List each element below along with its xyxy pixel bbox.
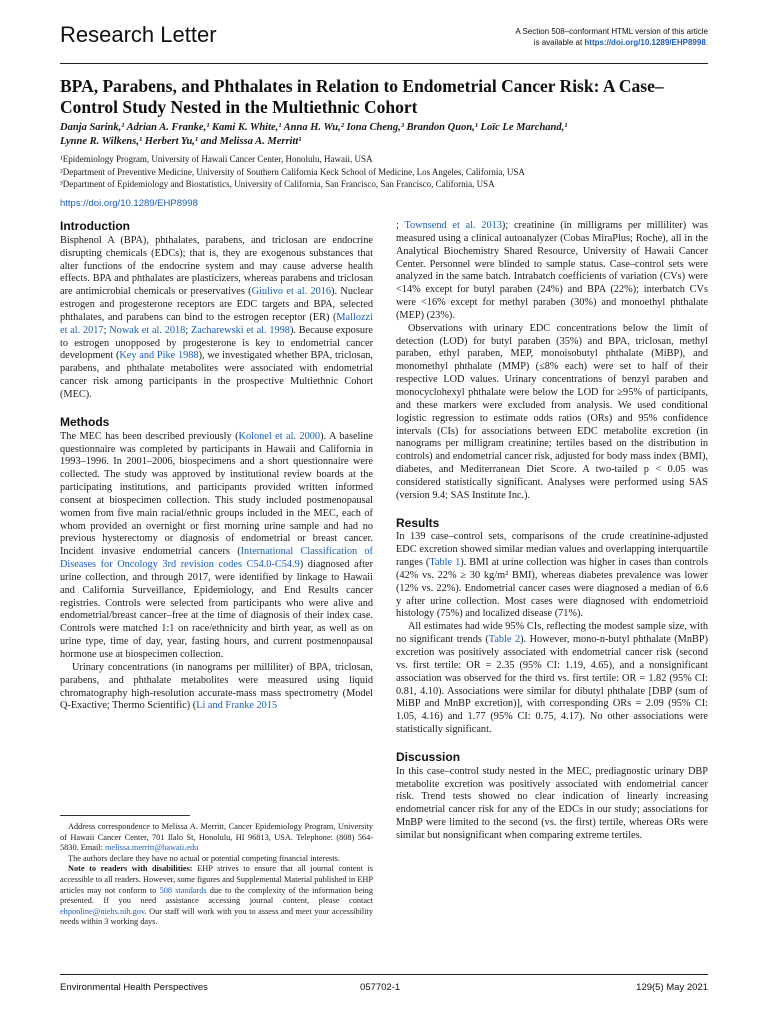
journal-name: Environmental Health Perspectives [60,982,208,993]
methods-heading: Methods [60,414,110,429]
text: ; [185,324,191,336]
note-prefix: is available at [533,38,585,47]
ref-link[interactable]: Zacharewski et al. 1998 [190,324,290,336]
icd-link[interactable]: International Classification of Diseases for Oncology 3rd revision codes C54.0-C54.9 [60,546,373,571]
standards-link[interactable]: 508 standards [159,885,207,895]
text: ). However, mono-n-butyl phthalate (MnBP) excretion was positively associated with endometrial cancer risk (second vs. first tertile: OR = 2.35 (95% CI: 1.19, 4.65), and a nonsignificant association was observed for the third vs. first tertile: OR = 1.82 (95% CI: 0.81, 4.10). Associations were similar for dibutyl phthalate [DBP (sum of MiBP and MnBP excretion)], with corresponding ORs = 2.09 (95% CI: 1.05, 4.16) and 1.77 (95% CI: 0.75, 4.17). No other associations were statistically significant. [396,634,709,736]
footer-divider [60,974,708,975]
ref-link[interactable]: Li and Franke 2015 [196,700,278,712]
html-version-note-line2 [515,37,708,48]
text: Address correspondence to Melissa A. Merritt, Cancer Epidemiology Program, University of Hawaii Cancer Center, 701 Ilalo St, Honolulu, HI 96813, USA. Telephone: (808) 564-5830. Email: [60,822,373,853]
results-paragraph-2 [396,621,708,737]
ref-link[interactable]: Townsend et al. 2013 [404,220,502,231]
ref-link[interactable]: Kolonel et al. 2000 [238,430,321,442]
doi-link[interactable]: https://doi.org/10.1289/EHP8998 [60,198,198,209]
results-heading: Results [396,515,440,530]
section-label: Research Letter [60,22,217,47]
text: The MEC has been described previously ( [60,430,239,442]
html-version-note-line1: A Section 508–conformant HTML version of this article [515,27,708,36]
left-column [60,220,373,713]
article-html-link[interactable]: https://doi.org/10.1289/EHP8998 [584,38,706,47]
text: ; [396,220,405,231]
ref-link[interactable]: Giulivo et al. 2016 [251,286,332,298]
authors-line-2: Lynne R. Wilkens,¹ Herbert Yu,¹ and Melissa A. Merritt¹ [60,136,302,147]
author-list [60,121,710,149]
contact-email-link[interactable]: ehponline@niehs.nih.gov [60,906,145,916]
ref-link[interactable]: Mallozzi et al. 2017 [60,311,373,336]
text: Urinary concentrations (in nanograms per milliliter) of BPA, triclosan, parabens, and phthalate metabolites were measured using liquid chromatography high-resolution accurate-mass mass spectrometry (Model Q-Exactive; Thermo Scientific) ( [60,661,373,712]
text: . Our staff will work with you to assess and meet your accessibility needs within 3 working days. [60,906,373,927]
text: ); creatinine (in milligrams per milliliter) was measured using a clinical autoanalyzer (Cobas MiraPlus; Roche), all in the Analytical Biochemistry Shared Resource, University of Hawaii Cancer Center. Personnel were blinded to sample status. Case–control sets were analyzed in the same batch. Intrabatch coefficients of variation (CVs) were <14% except for butyl paraben (24%) and BPA (22%); interbatch CVs were <16% except for methyl paraben (30%) and monoethyl phthalate (MEP) (23%). [396,220,709,321]
footnote-divider [60,815,190,816]
affiliation-2: ²Department of Preventive Medicine, University of Southern California Keck School of Medicine, Los Angeles, California, USA [60,166,525,177]
ref-link[interactable]: Nowak et al. 2018 [109,324,186,336]
methods-paragraph-1 [60,431,373,662]
table-link[interactable]: Table 2 [488,634,521,646]
html-version-note [515,26,708,48]
discussion-paragraph: In this case–control study nested in the MEC, prediagnostic urinary DBP metabolite excretion was positively associated with endometrial cancer risk. Trend tests showed no clear indication of linearly increasing endometrial cancer risk for any of the EDCs in our study; associations for MnBP were limited to the second (vs. the first) tertile, whereas ORs were similar but nonsignificant when comparing extreme tertiles. [396,765,708,841]
header-divider [60,63,708,64]
text: ), we investigated whether BPA, triclosan, parabens, and phthalate metabolites were associated with endometrial cancer risk among participants in the prospective Multiethnic Cohort (MEC). [60,350,373,400]
email-link[interactable]: melissa.merritt@hawaii.edu [104,843,199,853]
text: All estimates had wide 95% CIs, reflecting the modest sample size, with no significant trends ( [396,621,708,646]
affiliations [60,153,710,191]
footnotes [60,822,373,928]
accessibility-note [60,864,373,928]
introduction-paragraph [60,235,373,402]
ref-link[interactable]: Key and Pike 1988 [119,350,199,362]
text: In 139 case–control sets, comparisons of the crude creatinine-adjusted EDC excretion showed similar median values and overlapping interquartile ranges ( [396,531,708,569]
right-column [396,220,708,843]
article-title: BPA, Parabens, and Phthalates in Relation to Endometrial Cancer Risk: A Case–Control Study Nested in the Multiethnic Cohort [60,76,664,117]
issue-info: 129(5) May 2021 [636,982,708,993]
results-paragraph-1 [396,531,708,621]
text: ; [103,324,110,336]
text: ). Because exposure to estrogen unopposed by progesterone is key to endometrial cancer development ( [60,324,373,362]
methods-paragraph-2-cont [396,220,708,323]
note-suffix: . [705,38,708,47]
text: ) diagnosed after urine collection, and through 2017, were identified by linkage to Hawaii and California Surveillance, Epidemiology, and End Results cancer registries. Controls were selected from participants who were alive and endometrial/breast cancer–free at the time of diagnosis of their index case. Controls were matched 1:1 on race/ethnicity and birth year, as well as on urine type, time of day, year, fasting hours, and current postmenopausal hormone use at biospecimen collection. [60,559,374,660]
affiliation-1: ¹Epidemiology Program, University of Hawaii Cancer Center, Honolulu, Hawaii, USA [60,154,373,164]
text: due to the complexity of the information being presented. If you need assistance accessing journal content, please contact [60,885,373,906]
authors-line-1: Danja Sarink,¹ Adrian A. Franke,¹ Kami K. White,¹ Anna H. Wu,² Iona Cheng,³ Brandon Quon,¹ Loïc Le Marchand,¹ [60,122,568,133]
text: ). Nuclear estrogen and progesterone receptors are EDC targets and BPA, selected phthalates, and parabens can bind to the estrogen receptor (ER) ( [60,286,373,323]
affiliation-3: ³Department of Epidemiology and Biostatistics, University of California, San Francisco, San Francisco, California, USA [60,179,495,189]
methods-paragraph-3: Observations with urinary EDC concentrations below the limit of detection (LOD) for butyl paraben (35%) and BPA, triclosan, methyl paraben, ethyl paraben, MEP, monoisobutyl phthalate (MiBP), and monomethyl phthalate (MMP) (≤8% each) were set to half of their respective LOD values. Urinary concentrations of benzyl paraben and monocyclohexyl phthalate were below the LOD for ≥95% of participants, and these markers were excluded from analysis. We used conditional logistic regression to estimate odds ratios (ORs) and 95% confidence intervals (CIs) for associations between EDC metabolite excretion (in nanograms per milligram creatinine; tertiles based on the distribution in controls) and endometrial cancer risk, adjusted for body mass index (BMI), diabetes, and Mediterranean Diet Score. A two-tailed p < 0.05 was considered statistically significant. Analyses were performed using SAS (version 9.4; SAS Institute Inc.). [396,322,708,501]
text: ). A baseline questionnaire was completed by participants in Hawaii and California in 1993–1996. In 2001–2006, biospecimens and a short questionnaire were collected. The study was approved by institutional review boards at the participating institutions, and participants provided written informed consent at biospecimen collection. This study included postmenopausal women from five main racial/ethnic groups included in the MEC, each of whom provided an overnight or first morning urine sample and had no previous hysterectomy or diagnosis of endometrial or breast cancer. Incident invasive endometrial cancers ( [60,430,373,558]
text: Bisphenol A (BPA), phthalates, parabens, and triclosan are endocrine disrupting chemicals (EDCs); that is, they are exogenous substances that alter functions of the endocrine system and may cause adverse health effects. BPA and phthalates are plasticizers, whereas parabens and triclosan are antimicrobial chemicals or preservatives ( [60,234,373,298]
accessibility-label: Note to readers with disabilities: [68,864,193,874]
introduction-heading: Introduction [60,219,130,233]
text: ). BMI at urine collection was higher in cases than controls (42% vs. 22% ≥ 30 kg/m² BMI), whereas diabetes prevalence was lower (12% vs. 22%). Endometrial cancer cases were diagnosed a median of 6.6 y after urine collection. Most cases were diagnosed with endometrioid histology (75%) and localized disease (71%). [396,557,708,620]
discussion-heading: Discussion [396,749,461,764]
correspondence-note [60,822,373,854]
conflict-note: The authors declare they have no actual or potential competing financial interests. [68,853,340,863]
table-link[interactable]: Table 1 [429,557,461,569]
page-number: 057702-1 [360,982,401,993]
methods-paragraph-2 [60,662,373,713]
text: EHP strives to ensure that all journal content is accessible to all readers. However, some figures and Supplemental Material published in EHP articles may not conform to [60,864,373,895]
